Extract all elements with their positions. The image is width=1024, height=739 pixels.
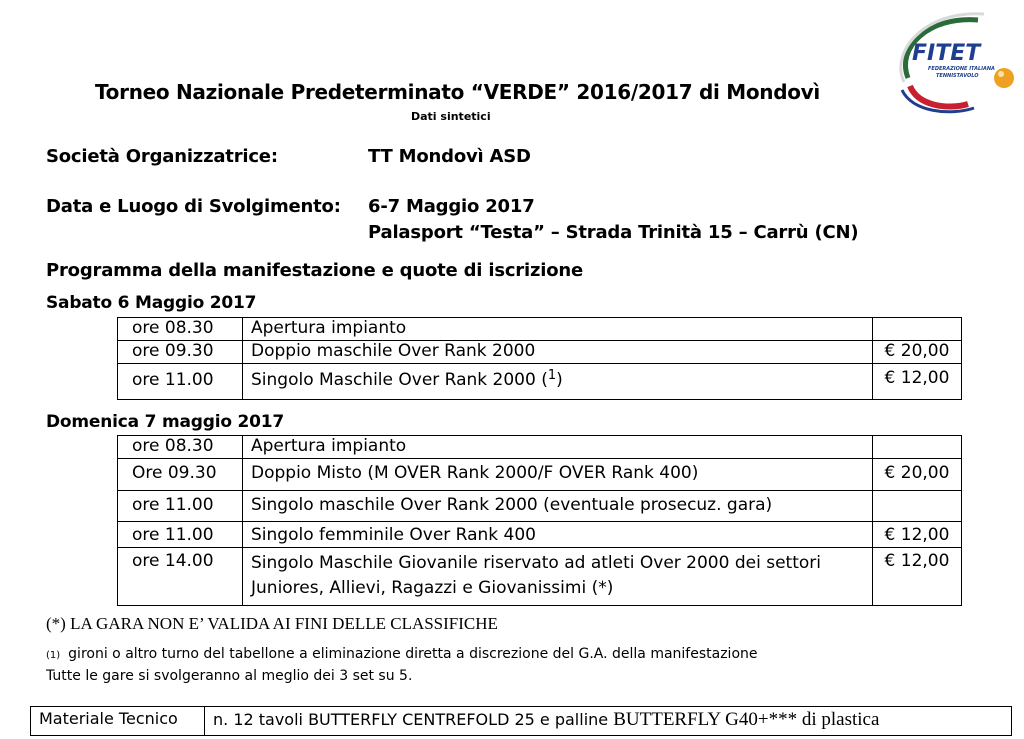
table-row [118,436,962,459]
page-subtitle: Dati sintetici [411,110,491,123]
time-cell: ore 14.00 [118,548,243,606]
fee-cell: € 12,00 [873,548,962,606]
time-cell: ore 11.00 [118,491,243,522]
date-value: 6-7 Maggio 2017 [368,196,535,217]
saturday-schedule-table [117,317,962,400]
event-cell: Singolo maschile Over Rank 2000 (eventuale prosecuz. gara) [243,491,873,522]
table-row [118,364,962,400]
organizer-value: TT Mondovì ASD [368,146,531,167]
event-cell: Singolo femminile Over Rank 400 [243,522,873,548]
fee-cell: € 12,00 [873,364,962,400]
sunday-heading: Domenica 7 maggio 2017 [46,412,285,432]
table-row [118,341,962,364]
page-title: Torneo Nazionale Predeterminato “VERDE” 2016/2017 di Mondovì [95,80,820,104]
event-cell [243,548,873,606]
event-cell: Apertura impianto [243,436,873,459]
ball-brand: BUTTERFLY G40+*** di plastica [613,709,880,730]
sets-note: Tutte le gare si svolgeranno al meglio dei 3 set su 5. [46,668,413,684]
time-cell: ore 08.30 [118,436,243,459]
fee-cell [873,436,962,459]
fee-cell [873,491,962,522]
svg-text:FEDERAZIONE ITALIANA: FEDERAZIONE ITALIANA [928,66,995,72]
fitet-logo [888,8,1022,116]
material-text: n. 12 tavoli BUTTERFLY CENTREFOLD 25 e palline [213,710,614,729]
date-place-label: Data e Luogo di Svolgimento: [46,196,341,217]
program-heading: Programma della manifestazione e quote di iscrizione [46,260,583,281]
logo-text: FITET [912,41,981,66]
footnote-1 [46,646,758,662]
event-cell [243,364,873,400]
table-row [118,522,962,548]
footnote-ref: 1 [547,368,557,383]
sunday-schedule-table [117,435,962,606]
event-cell: Apertura impianto [243,318,873,341]
fee-cell: € 20,00 [873,341,962,364]
time-cell: ore 09.30 [118,341,243,364]
event-text-end: ) [556,370,563,390]
event-cell: Doppio maschile Over Rank 2000 [243,341,873,364]
svg-text:TENNISTAVOLO: TENNISTAVOLO [936,73,979,79]
event-text-line2: Juniores, Allievi, Ragazzi e Giovanissimi (*) [251,578,614,598]
table-row [118,548,962,606]
time-cell: ore 11.00 [118,522,243,548]
time-cell: ore 11.00 [118,364,243,400]
fee-cell [873,318,962,341]
event-text: Singolo Maschile Over Rank 2000 ( [251,370,548,390]
time-cell: ore 08.30 [118,318,243,341]
fee-cell: € 12,00 [873,522,962,548]
material-value [205,707,1012,736]
table-row [118,318,962,341]
organizer-label: Società Organizzatrice: [46,146,278,167]
time-cell: Ore 09.30 [118,459,243,491]
saturday-heading: Sabato 6 Maggio 2017 [46,293,257,313]
footnote-mark: (1) [46,650,61,661]
table-row [31,707,1012,736]
fee-cell: € 20,00 [873,459,962,491]
footnote-text: gironi o altro turno del tabellone a eliminazione diretta a discrezione del G.A. della manifestazione [68,646,758,662]
table-row [118,491,962,522]
place-value: Palasport “Testa” – Strada Trinità 15 – Carrù (CN) [368,222,859,243]
material-table [30,706,1012,736]
material-label: Materiale Tecnico [31,707,205,736]
table-row [118,459,962,491]
star-note: (*) LA GARA NON E’ VALIDA AI FINI DELLE CLASSIFICHE [46,614,498,633]
event-text-line1: Singolo Maschile Giovanile riservato ad atleti Over 2000 dei settori [251,553,821,573]
event-cell: Doppio Misto (M OVER Rank 2000/F OVER Rank 400) [243,459,873,491]
